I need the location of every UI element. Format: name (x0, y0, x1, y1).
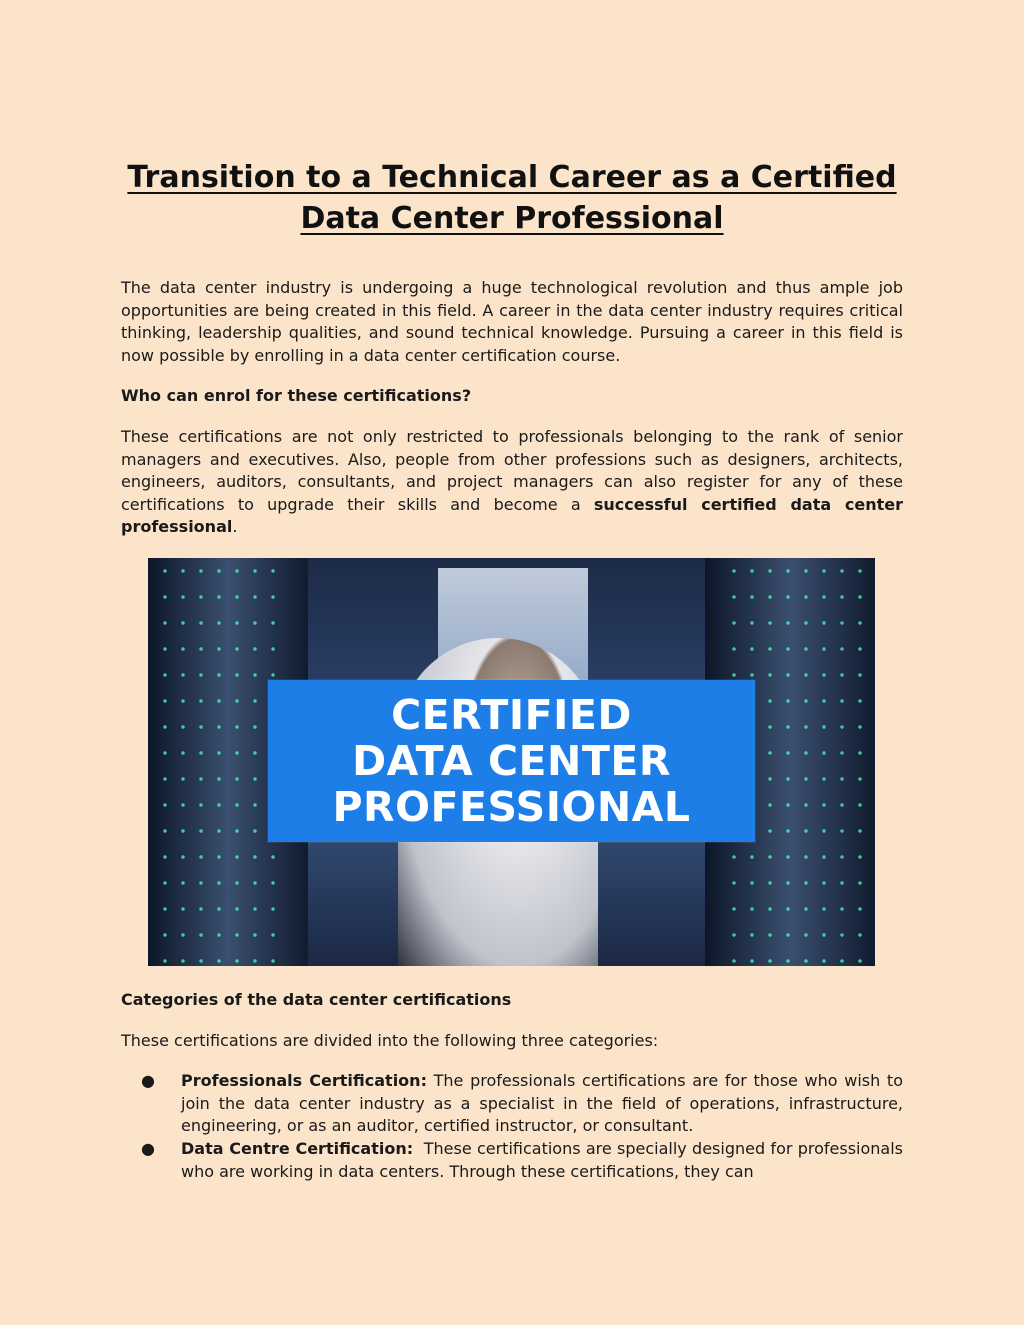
list-item (141, 1138, 909, 1183)
data-center-photo (148, 558, 875, 966)
list-item-text: The professionals certifications are for those who wish to join the data center industry as a specialist in the field of operations, infrastructure, engineering, or as an auditor, certified instructor, or consultant. (181, 1071, 903, 1136)
categories-list (121, 1070, 909, 1183)
document-content (121, 157, 909, 1183)
eligibility-text: These certifications are not only restricted to professionals belonging to the rank of senior managers and executives. Also, people from other professions such as designers, architects, engineers, auditors, consultants, and project managers can also register for any of these certifications to upgrade their skills and become a (121, 426, 903, 514)
section-heading-who-can-enrol: Who can enrol for these certifications? (121, 386, 472, 406)
categories-intro: These certifications are divided into the following three categories: (121, 1030, 659, 1050)
list-item (141, 1070, 903, 1138)
page-title: Transition to a Technical Career as a Certified Data Center Professional (127, 160, 897, 236)
list-item-term: Professionals Certification: (181, 1071, 427, 1091)
rack-lights-left (156, 558, 286, 966)
bullet-icon: ● (141, 1138, 155, 1158)
banner-line: DATA CENTER (352, 736, 671, 785)
eligibility-text-end: . (232, 517, 238, 537)
banner-line: CERTIFIED (391, 690, 632, 739)
banner-line: PROFESSIONAL (332, 782, 691, 831)
eligibility-paragraph (121, 426, 903, 539)
intro-paragraph: The data center industry is undergoing a huge technological revolution and thus ample job opportunities are being created in this field. A career in the data center industry requires critical thinking, leadership qualities, and sound technical knowledge. Pursuing a career in this field is now possible by enrolling in a data center certification course. (121, 278, 903, 365)
list-item-term: Data Centre Certification: (181, 1138, 414, 1158)
list-item-text: These certifications are specially designed for professionals who are working in data centers. Through these certifications, they can (181, 1138, 909, 1181)
photo-banner (268, 680, 755, 842)
eligibility-bold-phrase: successful certified data center professional (121, 494, 903, 537)
bullet-icon: ● (141, 1071, 155, 1091)
section-heading-categories: Categories of the data center certifications (121, 989, 512, 1009)
